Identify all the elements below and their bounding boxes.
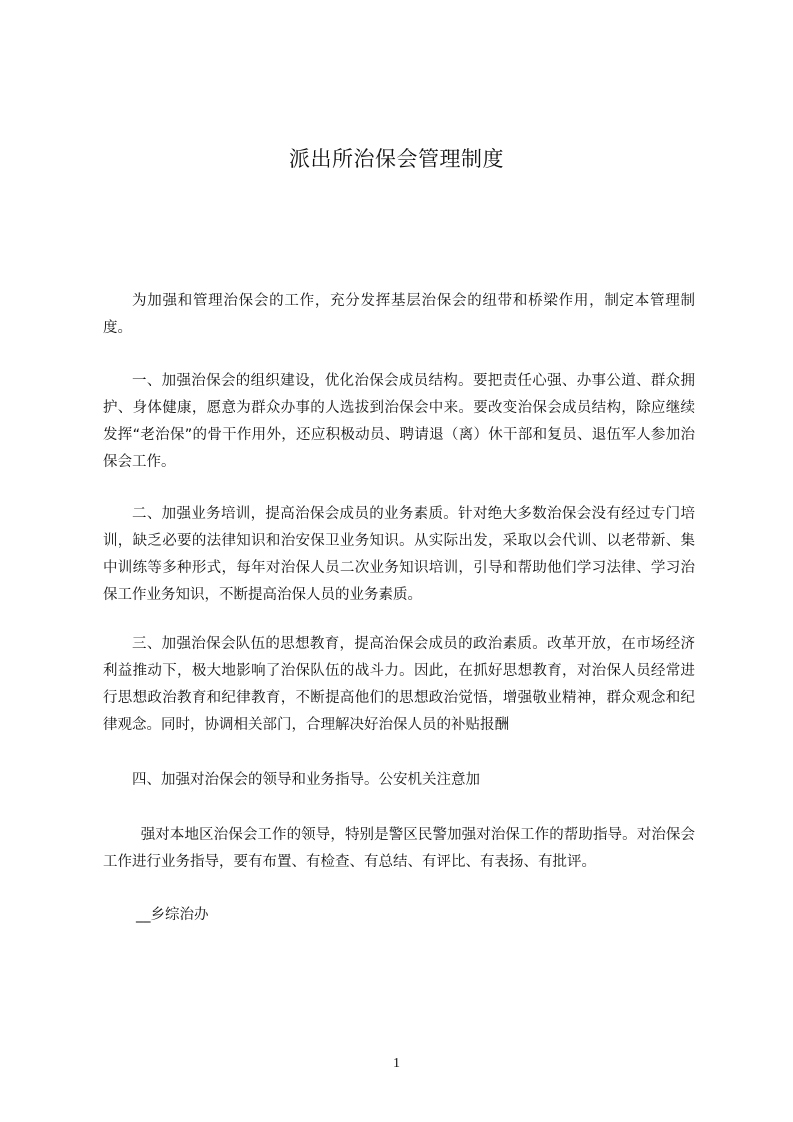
section-four-paragraph: 四、加强对治保会的领导和业务指导。公安机关注意加 — [132, 772, 480, 788]
page-title: 派出所治保会管理制度 — [289, 147, 504, 171]
intro-paragraph: 为加强和管理治保会的工作，充分发挥基层治保会的纽带和桥梁作用，制定本管理制度。 — [103, 293, 695, 336]
section-one-paragraph: 一、加强治保会的组织建设，优化治保会成员结构。要把责任心强、办事公道、群众拥护、身体健康，愿意为群众办事的人选拔到治保会中来。要改变治保会成员结构，除应继续发挥“老治保”的骨干作用外，还应积极动员、聘请退（离）休干部和复员、退伍军人参加治保会工作。 — [103, 373, 695, 470]
signature-line: __乡综治办 — [136, 907, 209, 923]
section-two-paragraph: 二、加强业务培训，提高治保会成员的业务素质。针对绝大多数治保会没有经过专门培训，缺乏必要的法律知识和治安保卫业务知识。从实际出发，采取以会代训、以老带新、集中训练等多种形式，每年对治保人员二次业务知识培训，引导和帮助他们学习法律、学习治保工作业务知识，不断提高治保人员的业务素质。 — [103, 506, 695, 603]
section-four-continued-paragraph: 强对本地区治保会工作的领导，特别是警区民警加强对治保工作的帮助指导。对治保会工作进行业务指导，要有布置、有检查、有总结、有评比、有表扬、有批评。 — [103, 827, 695, 870]
section-three-paragraph: 三、加强治保会队伍的思想教育，提高治保会成员的政治素质。改革开放，在市场经济利益推动下，极大地影响了治保队伍的战斗力。因此，在抓好思想教育，对治保人员经常进行思想政治教育和纪律教育，不断提高他们的思想政治觉悟，增强敬业精神，群众观念和纪律观念。同时，协调相关部门，合理解决好治保人员的补贴报酬 — [103, 636, 695, 733]
page-number: 1 — [393, 1056, 400, 1071]
